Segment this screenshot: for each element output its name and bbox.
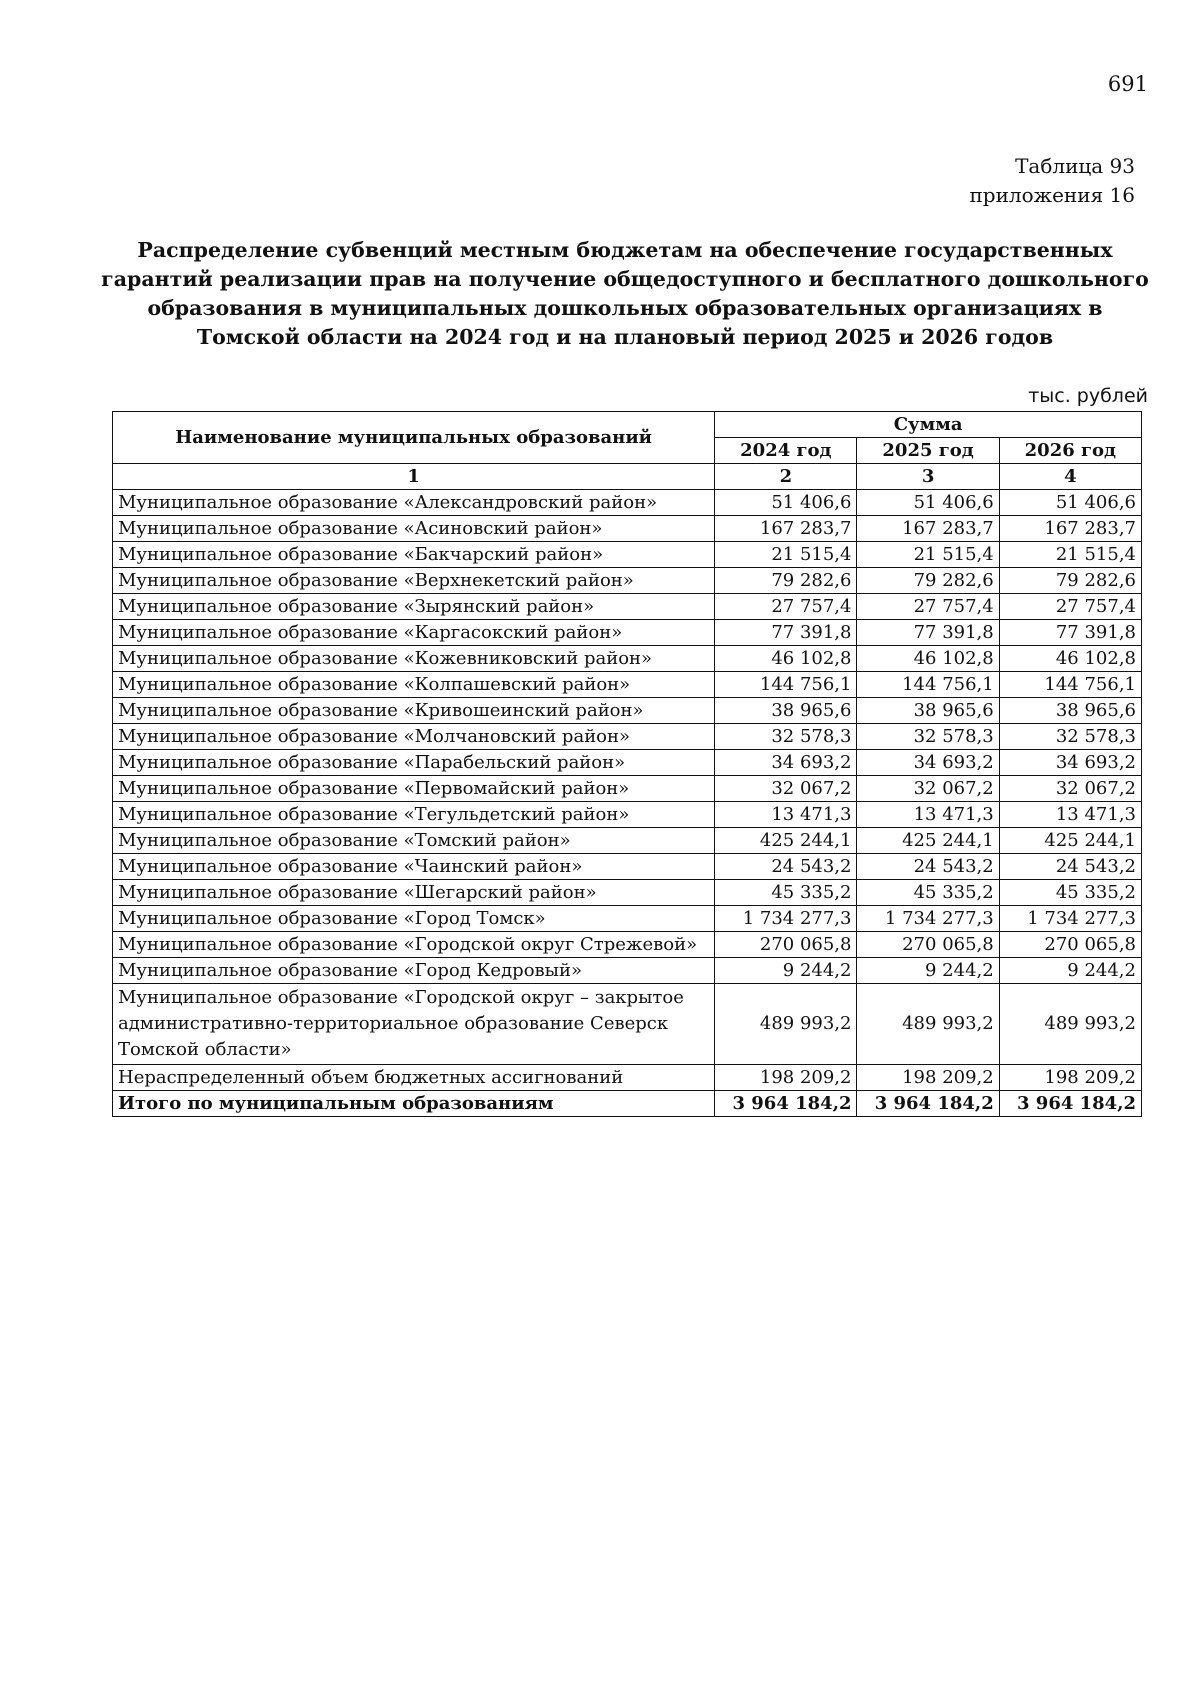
municipality-name: Нераспределенный объем бюджетных ассигнований: [113, 1065, 715, 1091]
column-header-2026: 2026 год: [999, 438, 1141, 464]
amount-2024: 24 543,2: [715, 854, 857, 880]
table-row: [113, 802, 1142, 828]
amount-2026: 32 578,3: [999, 724, 1141, 750]
municipality-name: Муниципальное образование «Каргасокский район»: [113, 620, 715, 646]
document-title: Распределение субвенций местным бюджетам на обеспечение государственных гарантий реализации прав на получение общедоступного и бесплатного дошкольного образования в муниципальных дошкольных образовательных организациях в Томской области на 2024 год и на плановый период 2025 и 2026 годов: [101, 238, 1149, 349]
municipality-name: Муниципальное образование «Верхнекетский район»: [113, 568, 715, 594]
amount-2026: 167 283,7: [999, 516, 1141, 542]
table-number: Таблица 93: [1015, 154, 1135, 178]
column-index-3: 3: [857, 464, 999, 490]
municipality-name: Муниципальное образование «Асиновский район»: [113, 516, 715, 542]
amount-2026: 79 282,6: [999, 568, 1141, 594]
amount-2026: 144 756,1: [999, 672, 1141, 698]
amount-2024: 425 244,1: [715, 828, 857, 854]
total-2025: 3 964 184,2: [857, 1091, 999, 1117]
amount-2026: 34 693,2: [999, 750, 1141, 776]
table-row: [113, 932, 1142, 958]
amount-2026: 38 965,6: [999, 698, 1141, 724]
table-row: [113, 568, 1142, 594]
municipality-name: Муниципальное образование «Александровский район»: [113, 490, 715, 516]
amount-2024: 51 406,6: [715, 490, 857, 516]
amount-2026: 45 335,2: [999, 880, 1141, 906]
municipality-name: Муниципальное образование «Чаинский район»: [113, 854, 715, 880]
amount-2026: 24 543,2: [999, 854, 1141, 880]
amount-2026: 77 391,8: [999, 620, 1141, 646]
amount-2026: 270 065,8: [999, 932, 1141, 958]
table-row: [113, 958, 1142, 984]
amount-2025: 24 543,2: [857, 854, 999, 880]
table-row: [113, 672, 1142, 698]
table-reference: [969, 152, 1135, 210]
amount-2026: 489 993,2: [999, 984, 1141, 1065]
municipality-name: Муниципальное образование «Бакчарский район»: [113, 542, 715, 568]
amount-2025: 144 756,1: [857, 672, 999, 698]
amount-2024: 270 065,8: [715, 932, 857, 958]
municipality-name: Муниципальное образование «Молчановский район»: [113, 724, 715, 750]
column-header-name: Наименование муниципальных образований: [113, 412, 715, 464]
total-2024: 3 964 184,2: [715, 1091, 857, 1117]
amount-2024: 34 693,2: [715, 750, 857, 776]
table-row: [113, 724, 1142, 750]
amount-2025: 1 734 277,3: [857, 906, 999, 932]
table-row: [113, 984, 1142, 1065]
amount-2024: 489 993,2: [715, 984, 857, 1065]
table-row: [113, 620, 1142, 646]
amount-2025: 45 335,2: [857, 880, 999, 906]
amount-2024: 77 391,8: [715, 620, 857, 646]
amount-2025: 27 757,4: [857, 594, 999, 620]
amount-2026: 32 067,2: [999, 776, 1141, 802]
municipality-name: Муниципальное образование «Колпашевский район»: [113, 672, 715, 698]
table-row: [113, 490, 1142, 516]
amount-2024: 21 515,4: [715, 542, 857, 568]
table-row: [113, 880, 1142, 906]
amount-2025: 32 067,2: [857, 776, 999, 802]
table-row: [113, 1065, 1142, 1091]
amount-2025: 489 993,2: [857, 984, 999, 1065]
table-row: [113, 698, 1142, 724]
column-header-sum: Сумма: [715, 412, 1142, 438]
column-index-1: 1: [113, 464, 715, 490]
amount-2026: 425 244,1: [999, 828, 1141, 854]
amount-2024: 45 335,2: [715, 880, 857, 906]
amount-2026: 27 757,4: [999, 594, 1141, 620]
units-label: тыс. рублей: [1028, 385, 1148, 407]
amount-2024: 32 067,2: [715, 776, 857, 802]
amount-2026: 9 244,2: [999, 958, 1141, 984]
municipality-name: Муниципальное образование «Тегульдетский район»: [113, 802, 715, 828]
subvention-table: [112, 411, 1142, 1117]
amount-2024: 167 283,7: [715, 516, 857, 542]
amount-2026: 13 471,3: [999, 802, 1141, 828]
table-row: [113, 776, 1142, 802]
amount-2025: 34 693,2: [857, 750, 999, 776]
amount-2024: 1 734 277,3: [715, 906, 857, 932]
amount-2024: 198 209,2: [715, 1065, 857, 1091]
table-row: [113, 516, 1142, 542]
municipality-name: Муниципальное образование «Город Томск»: [113, 906, 715, 932]
table-row: [113, 906, 1142, 932]
amount-2024: 32 578,3: [715, 724, 857, 750]
municipality-name: Муниципальное образование «Городской округ – закрытое административно-территориальное образование Северск Томской области»: [113, 984, 715, 1065]
amount-2025: 167 283,7: [857, 516, 999, 542]
amount-2024: 144 756,1: [715, 672, 857, 698]
amount-2025: 21 515,4: [857, 542, 999, 568]
amount-2025: 79 282,6: [857, 568, 999, 594]
amount-2025: 198 209,2: [857, 1065, 999, 1091]
appendix-number: приложения 16: [969, 183, 1135, 207]
amount-2024: 13 471,3: [715, 802, 857, 828]
total-label: Итого по муниципальным образованиям: [113, 1091, 715, 1117]
municipality-name: Муниципальное образование «Город Кедровый»: [113, 958, 715, 984]
amount-2025: 13 471,3: [857, 802, 999, 828]
amount-2025: 38 965,6: [857, 698, 999, 724]
amount-2025: 77 391,8: [857, 620, 999, 646]
column-header-2024: 2024 год: [715, 438, 857, 464]
amount-2025: 46 102,8: [857, 646, 999, 672]
municipality-name: Муниципальное образование «Первомайский район»: [113, 776, 715, 802]
amount-2024: 46 102,8: [715, 646, 857, 672]
municipality-name: Муниципальное образование «Кожевниковский район»: [113, 646, 715, 672]
total-row: [113, 1091, 1142, 1117]
total-2026: 3 964 184,2: [999, 1091, 1141, 1117]
amount-2024: 38 965,6: [715, 698, 857, 724]
amount-2024: 9 244,2: [715, 958, 857, 984]
municipality-name: Муниципальное образование «Кривошеинский район»: [113, 698, 715, 724]
amount-2026: 51 406,6: [999, 490, 1141, 516]
table-row: [113, 828, 1142, 854]
municipality-name: Муниципальное образование «Городской округ Стрежевой»: [113, 932, 715, 958]
amount-2025: 270 065,8: [857, 932, 999, 958]
amount-2026: 198 209,2: [999, 1065, 1141, 1091]
municipality-name: Муниципальное образование «Парабельский район»: [113, 750, 715, 776]
amount-2026: 1 734 277,3: [999, 906, 1141, 932]
table-row: [113, 594, 1142, 620]
amount-2025: 9 244,2: [857, 958, 999, 984]
table-row: [113, 646, 1142, 672]
amount-2025: 425 244,1: [857, 828, 999, 854]
amount-2025: 51 406,6: [857, 490, 999, 516]
amount-2024: 27 757,4: [715, 594, 857, 620]
municipality-name: Муниципальное образование «Шегарский район»: [113, 880, 715, 906]
column-index-4: 4: [999, 464, 1141, 490]
municipality-name: Муниципальное образование «Зырянский район»: [113, 594, 715, 620]
table-row: [113, 750, 1142, 776]
municipality-name: Муниципальное образование «Томский район»: [113, 828, 715, 854]
column-index-2: 2: [715, 464, 857, 490]
amount-2026: 46 102,8: [999, 646, 1141, 672]
amount-2026: 21 515,4: [999, 542, 1141, 568]
amount-2024: 79 282,6: [715, 568, 857, 594]
table-row: [113, 854, 1142, 880]
table-row: [113, 542, 1142, 568]
page-number: 691: [1107, 72, 1148, 96]
column-header-2025: 2025 год: [857, 438, 999, 464]
amount-2025: 32 578,3: [857, 724, 999, 750]
